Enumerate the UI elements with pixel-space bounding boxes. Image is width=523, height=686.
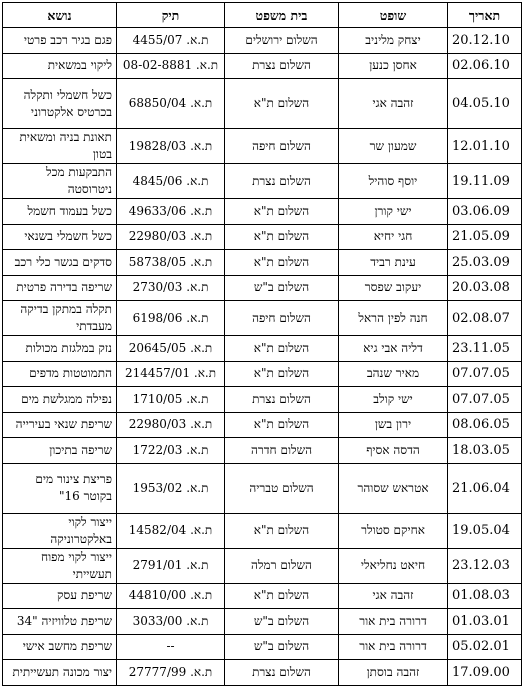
file-cell: ת.א. 27777/99 — [117, 660, 225, 686]
topic-cell: התבקעות מכל ניטרוסטה — [3, 164, 117, 199]
judge-cell: חיאט נחליאלי — [339, 548, 448, 583]
court-cell: השלום ת"א — [225, 583, 339, 609]
topic-cell: תקלה במתקן בדיקה מעבדתי — [3, 301, 117, 336]
topic-cell: סדקים בגשר כלי רכב — [3, 250, 117, 276]
date-cell: 19.05.04 — [448, 513, 522, 548]
judge-cell: אטראש שסוהר — [339, 463, 448, 513]
file-cell: ת.א. 4455/07 — [117, 28, 225, 54]
judge-cell: זהבה אגי — [339, 583, 448, 609]
table-row — [3, 583, 522, 609]
table-row — [3, 387, 522, 413]
topic-cell: שריפה בתיכון — [3, 438, 117, 464]
table-row — [3, 412, 522, 438]
table-row — [3, 336, 522, 362]
court-cell: השלום ת"א — [225, 79, 339, 129]
court-cell: השלום ת"א — [225, 361, 339, 387]
judge-cell: דרורה בית אור — [339, 609, 448, 635]
rulings-table — [2, 2, 522, 686]
table-row — [3, 513, 522, 548]
topic-cell: שריפה בדירה פרטית — [3, 275, 117, 301]
date-cell: 08.06.05 — [448, 412, 522, 438]
court-cell: השלום ת"א — [225, 199, 339, 225]
table-row — [3, 609, 522, 635]
court-cell: השלום ת"א — [225, 513, 339, 548]
table-row — [3, 275, 522, 301]
table-row — [3, 164, 522, 199]
judge-cell: יוסף סוהיל — [339, 164, 448, 199]
judge-cell: מאיר שנהב — [339, 361, 448, 387]
topic-cell: שריפת שנאי בעירייה — [3, 412, 117, 438]
header-file: תיק — [117, 3, 225, 28]
date-cell: 07.07.05 — [448, 361, 522, 387]
file-cell: ת.א. 49633/06 — [117, 199, 225, 225]
file-cell: -- — [117, 634, 225, 660]
date-cell: 20.03.08 — [448, 275, 522, 301]
file-cell: ת.א. 19828/03 — [117, 129, 225, 164]
header-court: בית משפט — [225, 3, 339, 28]
judge-cell: זהבה אגי — [339, 79, 448, 129]
file-cell: ת.א. 4845/06 — [117, 164, 225, 199]
topic-cell: פריצת צינור מים בקוטר 16" — [3, 463, 117, 513]
court-cell: השלום חיפה — [225, 301, 339, 336]
court-cell: השלום נצרת — [225, 660, 339, 686]
table-row — [3, 224, 522, 250]
file-cell: ת.א. 14582/04 — [117, 513, 225, 548]
court-cell: השלום חדרה — [225, 438, 339, 464]
date-cell: 21.05.09 — [448, 224, 522, 250]
table-body — [3, 28, 522, 686]
date-cell: 07.07.05 — [448, 387, 522, 413]
court-cell: השלום ירושלים — [225, 28, 339, 54]
topic-cell: תאונת בניה ומשאית בטון — [3, 129, 117, 164]
court-cell: השלום טבריה — [225, 463, 339, 513]
file-cell: ת.א. 2730/03 — [117, 275, 225, 301]
table-row — [3, 660, 522, 686]
date-cell: 05.02.01 — [448, 634, 522, 660]
file-cell: ת.א. 1710/05 — [117, 387, 225, 413]
file-cell: ת.א. 08-02-8881 — [117, 53, 225, 79]
date-cell: 02.06.10 — [448, 53, 522, 79]
file-cell: ת.א. 1953/02 — [117, 463, 225, 513]
court-cell: השלום רמלה — [225, 548, 339, 583]
date-cell: 01.03.01 — [448, 609, 522, 635]
topic-cell: התמוטטות מדפים — [3, 361, 117, 387]
table-header-row — [3, 3, 522, 28]
topic-cell: שריפת טלוויזיה "34 — [3, 609, 117, 635]
topic-cell: כשל בעמוד חשמל — [3, 199, 117, 225]
topic-cell: כשל חשמלי ותקלה בכרטיס אלקטרוני — [3, 79, 117, 129]
topic-cell: יצור מכונה תעשייתית — [3, 660, 117, 686]
file-cell: ת.א. 58738/05 — [117, 250, 225, 276]
judge-cell: דליה אבי גיא — [339, 336, 448, 362]
file-cell: ת.א. 2791/01 — [117, 548, 225, 583]
file-cell: ת.א. 68850/04 — [117, 79, 225, 129]
date-cell: 21.06.04 — [448, 463, 522, 513]
date-cell: 03.06.09 — [448, 199, 522, 225]
judge-cell: חנה לפין הראל — [339, 301, 448, 336]
topic-cell: נפילה ממגלשת מים — [3, 387, 117, 413]
date-cell: 18.03.05 — [448, 438, 522, 464]
date-cell: 23.12.03 — [448, 548, 522, 583]
table-row — [3, 634, 522, 660]
table-row — [3, 250, 522, 276]
file-cell: ת.א. 20645/05 — [117, 336, 225, 362]
file-cell: ת.א. 6198/06 — [117, 301, 225, 336]
table-row — [3, 53, 522, 79]
topic-cell: שריפת עסק — [3, 583, 117, 609]
judge-cell: דרורה בית אור — [339, 634, 448, 660]
file-cell: ת.א. 44810/00 — [117, 583, 225, 609]
court-cell: השלום ב"ש — [225, 609, 339, 635]
topic-cell: פגם בגיר רכב פרטי — [3, 28, 117, 54]
court-cell: השלום ת"א — [225, 224, 339, 250]
judge-cell: עינת רביד — [339, 250, 448, 276]
table-row — [3, 129, 522, 164]
table-row — [3, 438, 522, 464]
table-row — [3, 361, 522, 387]
judge-cell: זהבה בוסתן — [339, 660, 448, 686]
judge-cell: הדסה אסיף — [339, 438, 448, 464]
header-judge: שופט — [339, 3, 448, 28]
court-cell: השלום חיפה — [225, 129, 339, 164]
topic-cell: כשל חשמלי בשנאי — [3, 224, 117, 250]
court-cell: השלום נצרת — [225, 387, 339, 413]
judge-cell: אחסן כנען — [339, 53, 448, 79]
judge-cell: יצחק מליניב — [339, 28, 448, 54]
judge-cell: ישי קולב — [339, 387, 448, 413]
date-cell: 04.05.10 — [448, 79, 522, 129]
topic-cell: ליקוי במשאית — [3, 53, 117, 79]
date-cell: 02.08.07 — [448, 301, 522, 336]
judge-cell: ירון בשן — [339, 412, 448, 438]
date-cell: 12.01.10 — [448, 129, 522, 164]
date-cell: 25.03.09 — [448, 250, 522, 276]
judge-cell: שמעון שר — [339, 129, 448, 164]
date-cell: 01.08.03 — [448, 583, 522, 609]
table-row — [3, 301, 522, 336]
table-row — [3, 79, 522, 129]
court-cell: השלום נצרת — [225, 164, 339, 199]
date-cell: 19.11.09 — [448, 164, 522, 199]
court-cell: השלום ת"א — [225, 250, 339, 276]
court-cell: השלום נצרת — [225, 53, 339, 79]
judge-cell: ישי קורן — [339, 199, 448, 225]
file-cell: ת.א. 22980/03 — [117, 224, 225, 250]
table-row — [3, 28, 522, 54]
court-cell: השלום ב"ש — [225, 275, 339, 301]
topic-cell: ייצור לקוי באלקטרוניקה — [3, 513, 117, 548]
date-cell: 17.09.00 — [448, 660, 522, 686]
judge-cell: אחיקם סטולר — [339, 513, 448, 548]
header-topic: נושא — [3, 3, 117, 28]
file-cell: ת.א. 214457/01 — [117, 361, 225, 387]
topic-cell: ייצור לקוי מפוח תעשייתי — [3, 548, 117, 583]
date-cell: 20.12.10 — [448, 28, 522, 54]
file-cell: ת.א. 22980/03 — [117, 412, 225, 438]
file-cell: ת.א. 3033/00 — [117, 609, 225, 635]
table-row — [3, 548, 522, 583]
court-cell: השלום ת"א — [225, 412, 339, 438]
topic-cell: נזק במלגזת מכולות — [3, 336, 117, 362]
judge-cell: יעקוב שפסר — [339, 275, 448, 301]
file-cell: ת.א. 1722/03 — [117, 438, 225, 464]
date-cell: 23.11.05 — [448, 336, 522, 362]
judge-cell: חגי יחיא — [339, 224, 448, 250]
table-row — [3, 199, 522, 225]
court-cell: השלום ב"ש — [225, 634, 339, 660]
header-date: תאריך — [448, 3, 522, 28]
table-row — [3, 463, 522, 513]
court-cell: השלום ת"א — [225, 336, 339, 362]
topic-cell: שריפת מחשב אישי — [3, 634, 117, 660]
